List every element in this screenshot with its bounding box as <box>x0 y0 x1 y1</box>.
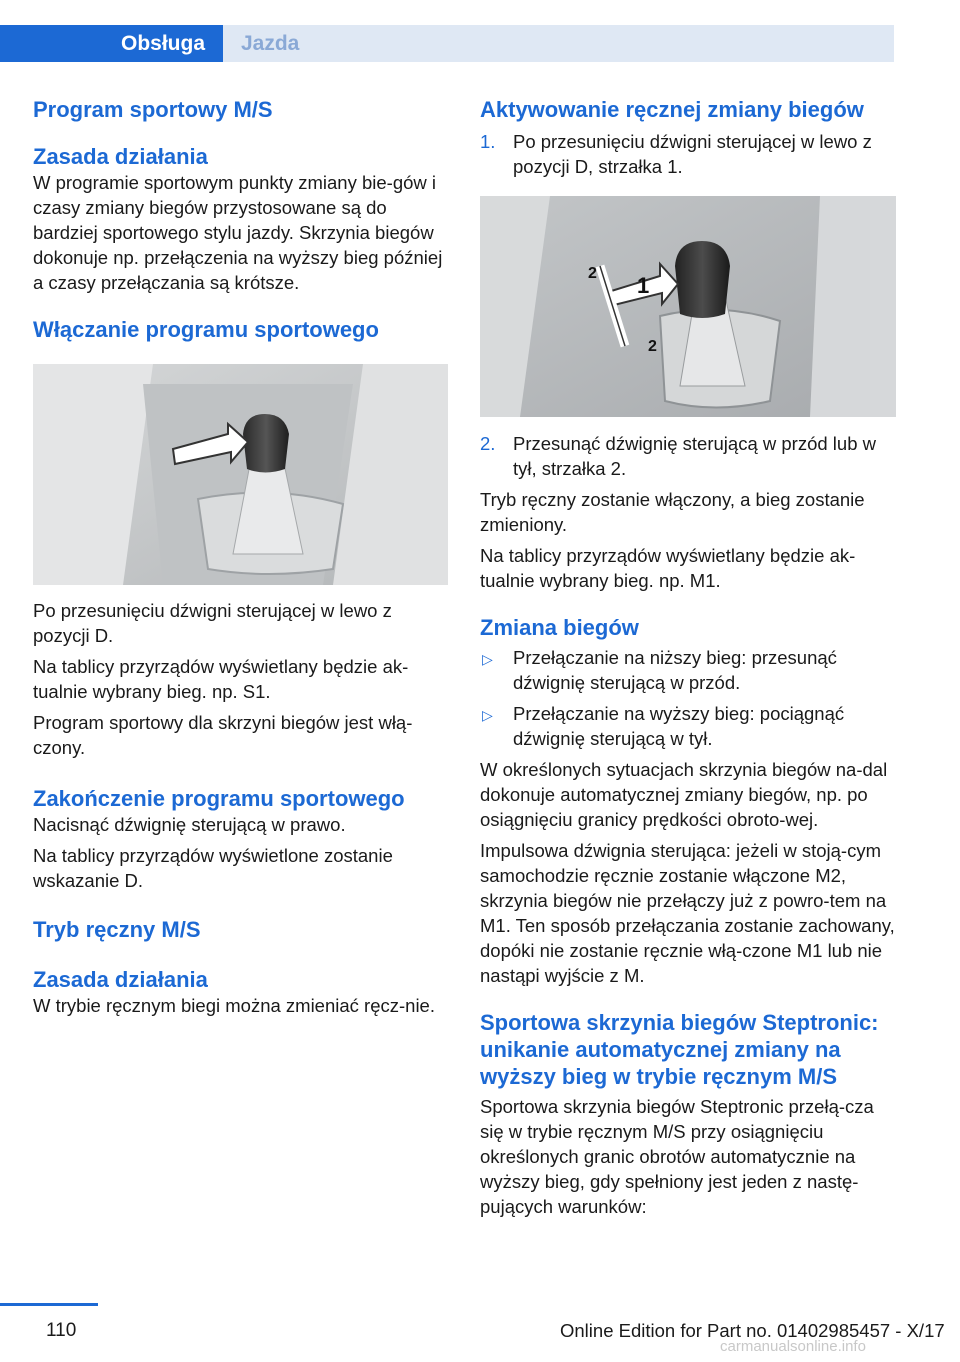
figure-gear-lever-left <box>33 364 448 585</box>
heading-principle: Zasada działania <box>33 144 208 169</box>
step-text: Przesunąć dźwignię sterującą w przód lub w tył, strzałka 2. <box>513 433 876 479</box>
watermark: carmanualsonline.info <box>720 1338 866 1355</box>
step-number: 2. <box>480 433 496 454</box>
bullet-arrow-icon: ▷ <box>482 651 493 667</box>
text-enable-1: Po przesunięciu dźwigni sterującej w lewo z pozycji D. <box>33 600 392 646</box>
step-number: 1. <box>480 131 496 152</box>
step-item <box>480 129 896 179</box>
heading-gear-change: Zmiana biegów <box>480 615 639 640</box>
heading-enable-sport: Włączanie programu sportowego <box>33 317 379 342</box>
steps-list-1 <box>480 129 896 179</box>
gear-lever-arrows-illustration <box>480 196 896 417</box>
heading-manual-mode: Tryb ręczny M/S <box>33 917 201 942</box>
left-column <box>33 96 448 1018</box>
page-number: 110 <box>46 1320 77 1341</box>
footer-accent-line <box>0 1303 98 1306</box>
list-item-text: Przełączanie na wyższy bieg: pociągnąć dźwignię sterującą w tył. <box>513 703 845 749</box>
text-principle-2: W trybie ręcznym biegi można zmieniać ręcz‐nie. <box>33 995 435 1016</box>
header-bar <box>0 0 960 62</box>
text-enable-3: Program sportowy dla skrzyni biegów jest włą‐czony. <box>33 712 413 758</box>
text-end-1: Nacisnąć dźwignię sterującą w prawo. <box>33 814 346 835</box>
heading-activate-manual: Aktywowanie ręcznej zmiany biegów <box>480 97 864 122</box>
heading-end-sport: Zakończenie programu sportowego <box>33 786 405 811</box>
figure-label-1: 1 <box>637 273 650 298</box>
text-steptronic: Sportowa skrzynia biegów Steptronic przełą‐cza się w trybie ręcznym M/S przy osiągnięciu określonych granic obrotów automatycznie na wyższy bieg, gdy spełniony jest jeden z nastę‐pujących warunków: <box>480 1096 874 1217</box>
list-item <box>480 701 896 751</box>
bullet-arrow-icon: ▷ <box>482 707 493 723</box>
text-enable-2: Na tablicy przyrządów wyświetlany będzie ak‐tualnie wybrany bieg. np. S1. <box>33 656 409 702</box>
step-item <box>480 431 896 481</box>
heading-sport-program: Program sportowy M/S <box>33 97 273 122</box>
gear-lever-illustration <box>33 364 448 585</box>
tab-jazda[interactable]: Jazda <box>223 25 894 62</box>
edition-info: Online Edition for Part no. 01402985457 - X/17 <box>560 1320 945 1341</box>
text-after-1: Tryb ręczny zostanie włączony, a bieg zostanie zmieniony. <box>480 489 865 535</box>
heading-principle-2: Zasada działania <box>33 967 208 992</box>
figure-label-2-bottom: 2 <box>648 338 657 355</box>
text-change-2: Impulsowa dźwignia sterująca: jeżeli w stoją‐cym samochodzie ręcznie zostanie włączone M2, skrzynia biegów nie przełączy już z powro‐tem na M1. Ten sposób przełączania zostanie zachowany, dopóki nie zostanie ręcznie włą‐czone M1 lub nie nastąpi wyjście z M. <box>480 840 895 986</box>
list-item-text: Przełączanie na niższy bieg: przesunąć dźwignię sterującą w przód. <box>513 647 837 693</box>
heading-steptronic: Sportowa skrzynia biegów Steptronic: unikanie automatycznej zmiany na wyższy bieg w trybie ręcznym M/S <box>480 1010 879 1089</box>
gear-change-list <box>480 645 896 751</box>
text-principle: W programie sportowym punkty zmiany bie‐gów i czasy zmiany biegów przystosowane są do bardziej sportowego stylu jazdy. Skrzynia biegów dokonuje np. przełączenia na wyższy bieg później a czasy przełączania są krótsze. <box>33 172 443 293</box>
text-after-2: Na tablicy przyrządów wyświetlany będzie ak‐tualnie wybrany bieg. np. M1. <box>480 545 856 591</box>
figure-label-2-top: 2 <box>588 265 597 282</box>
list-item <box>480 645 896 695</box>
right-column <box>480 96 896 1219</box>
text-end-2: Na tablicy przyrządów wyświetlone zostanie wskazanie D. <box>33 845 393 891</box>
steps-list-2 <box>480 431 896 481</box>
text-change-1: W określonych sytuacjach skrzynia biegów na‐dal dokonuje automatycznej zmiany biegów, np. po osiągnięciu granicy prędkości obroto‐wej. <box>480 759 888 830</box>
step-text: Po przesunięciu dźwigni sterującej w lewo z pozycji D, strzałka 1. <box>513 131 872 177</box>
figure-gear-lever-right <box>480 196 896 417</box>
tab-obsluga[interactable]: Obsługa <box>0 25 223 62</box>
